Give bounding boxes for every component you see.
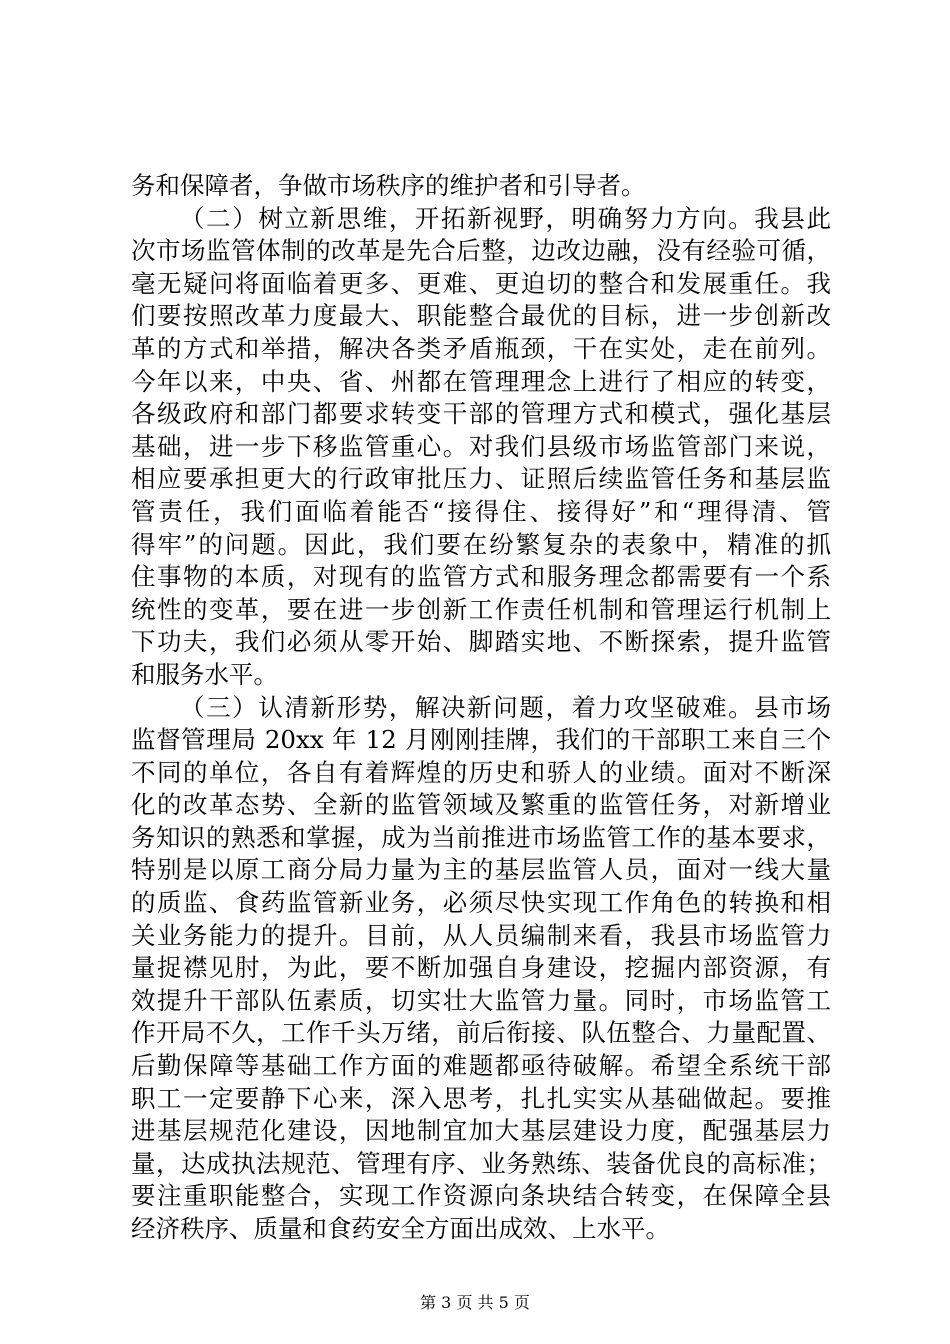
text-line: 管责任，我们面临着能否“接得住、接得好”和“理得清、管: [131, 496, 831, 526]
text-line: 进基层规范化建设，因地制宜加大基层建设力度，配强基层力: [131, 1116, 831, 1146]
text-line: （三）认清新形势，解决新问题，着力攻坚破难。县市场: [180, 692, 831, 722]
text-line: 职工一定要静下心来，深入思考，扎扎实实从基础做起。要推: [131, 1083, 831, 1113]
text-line: 要注重职能整合，实现工作资源向条块结合转变，在保障全县: [131, 1181, 831, 1211]
text-line: 相应要承担更大的行政审批压力、证照后续监管任务和基层监: [131, 464, 831, 494]
text-line: 量，达成执法规范、管理有序、业务熟练、装备优良的高标准；: [131, 1148, 831, 1178]
text-line: （二）树立新思维，开拓新视野，明确努力方向。我县此: [180, 203, 831, 233]
text-line: 的质监、食药监管新业务，必须尽快实现工作角色的转换和相: [131, 888, 831, 918]
text-line: 关业务能力的提升。目前，从人员编制来看，我县市场监管力: [131, 920, 831, 950]
text-line: 效提升干部队伍素质，切实壮大监管力量。同时，市场监管工: [131, 985, 831, 1015]
text-line: 住事物的本质，对现有的监管方式和服务理念都需要有一个系: [131, 562, 831, 592]
text-line: 后勤保障等基础工作方面的难题都亟待破解。希望全系统干部: [131, 1051, 831, 1081]
text-line: 务和保障者，争做市场秩序的维护者和引导者。: [131, 171, 646, 200]
page-footer: 第 3 页 共 5 页: [420, 1293, 530, 1312]
text-line: 次市场监管体制的改革是先合后整，边改边融，没有经验可循，: [131, 236, 831, 266]
text-line: 各级政府和部门都要求转变干部的管理方式和模式，强化基层: [131, 399, 831, 429]
text-line: 经济秩序、质量和食药安全方面出成效、上水平。: [131, 1214, 670, 1243]
text-line: 统性的变革，要在进一步创新工作责任机制和管理运行机制上: [131, 594, 831, 624]
text-line: 革的方式和举措，解决各类矛盾瓶颈，干在实处，走在前列。: [131, 333, 831, 363]
text-line: 监督管理局 20xx 年 12 月刚刚挂牌，我们的干部职工来自三个: [131, 725, 831, 755]
text-line: 特别是以原工商分局力量为主的基层监管人员，面对一线大量: [131, 855, 831, 885]
text-line: 作开局不久，工作千头万绪，前后衔接、队伍整合、力量配置、: [131, 1018, 831, 1048]
text-line: 和服务水平。: [131, 659, 278, 689]
text-line: 们要按照改革力度最大、职能整合最优的目标，进一步创新改: [131, 301, 831, 331]
text-line: 毫无疑问将面临着更多、更难、更迫切的整合和发展重任。我: [131, 268, 831, 298]
text-line: 不同的单位，各自有着辉煌的历史和骄人的业绩。面对不断深: [131, 757, 831, 787]
text-line: 化的改革态势、全新的监管领域及繁重的监管任务，对新增业: [131, 790, 831, 820]
text-line: 基础，进一步下移监管重心。对我们县级市场监管部门来说，: [131, 431, 831, 461]
document-body: [131, 170, 831, 1246]
text-line: 下功夫，我们必须从零开始、脚踏实地、不断探索，提升监管: [131, 627, 831, 657]
text-line: 今年以来，中央、省、州都在管理理念上进行了相应的转变，: [131, 366, 831, 396]
text-line: 务知识的熟悉和掌握，成为当前推进市场监管工作的基本要求，: [131, 822, 831, 852]
text-line: 得牢”的问题。因此，我们要在纷繁复杂的表象中，精准的抓: [131, 529, 831, 559]
text-line: 量捉襟见肘，为此，要不断加强自身建设，挖掘内部资源，有: [131, 953, 831, 983]
